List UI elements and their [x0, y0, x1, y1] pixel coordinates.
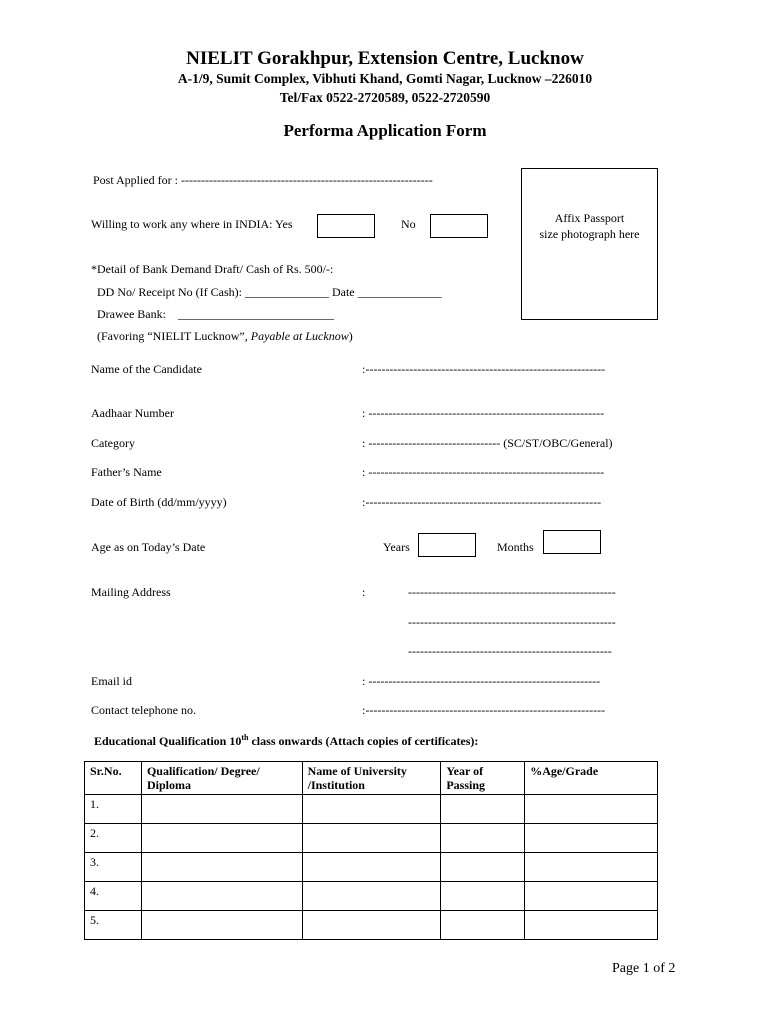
qualification-cell[interactable]: [141, 795, 302, 824]
university-cell[interactable]: [302, 911, 441, 940]
year-cell[interactable]: [441, 911, 525, 940]
education-heading-b: class onwards (Attach copies of certificates):: [248, 734, 479, 748]
qualification-cell[interactable]: [141, 882, 302, 911]
row-number: 3.: [85, 853, 142, 882]
grade-cell[interactable]: [525, 853, 658, 882]
phone-label: Contact telephone no.: [91, 703, 196, 717]
mailing-address-colon: :: [362, 585, 366, 599]
months-box[interactable]: [543, 530, 601, 554]
willing-label: Willing to work any where in INDIA: Yes: [91, 217, 293, 231]
table-header-row: [85, 762, 658, 795]
photo-box[interactable]: [521, 168, 658, 320]
email-label: Email id: [91, 674, 132, 688]
category-label: Category: [91, 436, 135, 450]
name-field[interactable]: :------------------------------------------------------------: [362, 362, 606, 376]
table-row: [85, 795, 658, 824]
post-applied-field[interactable]: Post Applied for : ---------------------------------------------------------------: [93, 173, 433, 187]
table-row: [85, 824, 658, 853]
aadhaar-label: Aadhaar Number: [91, 406, 174, 420]
university-cell[interactable]: [302, 824, 441, 853]
grade-cell[interactable]: [525, 882, 658, 911]
form-title: Performa Application Form: [283, 121, 487, 140]
col-year: Year of Passing: [441, 762, 525, 795]
mailing-address-line3[interactable]: ---------------------------------------------------: [408, 644, 612, 658]
education-heading-sup: th: [241, 733, 249, 742]
grade-cell[interactable]: [525, 911, 658, 940]
grade-cell[interactable]: [525, 795, 658, 824]
category-field[interactable]: : --------------------------------- (SC/ST/OBC/General): [362, 436, 613, 450]
father-name-label: Father’s Name: [91, 465, 162, 479]
email-field[interactable]: : ----------------------------------------------------------: [362, 674, 601, 688]
mailing-address-label: Mailing Address: [91, 585, 171, 599]
qualification-cell[interactable]: [141, 911, 302, 940]
willing-yes-box[interactable]: [317, 214, 375, 238]
qualification-cell[interactable]: [141, 853, 302, 882]
age-label: Age as on Today’s Date: [91, 540, 206, 554]
photo-box-line2: size photograph here: [539, 227, 640, 241]
col-sr-no: Sr.No.: [85, 762, 142, 795]
willing-no-label: No: [401, 217, 416, 231]
mailing-address-line2[interactable]: ----------------------------------------------------: [408, 615, 616, 629]
mailing-address-line1[interactable]: ----------------------------------------------------: [408, 585, 616, 599]
education-table: [84, 761, 658, 940]
aadhaar-field[interactable]: : -----------------------------------------------------------: [362, 406, 605, 420]
row-number: 4.: [85, 882, 142, 911]
years-box[interactable]: [418, 533, 476, 557]
year-cell[interactable]: [441, 882, 525, 911]
org-contact: Tel/Fax 0522-2720589, 0522-2720590: [279, 90, 491, 105]
months-label: Months: [497, 540, 534, 554]
row-number: 5.: [85, 911, 142, 940]
year-cell[interactable]: [441, 853, 525, 882]
father-name-field[interactable]: : -----------------------------------------------------------: [362, 465, 605, 479]
dob-field[interactable]: :-----------------------------------------------------------: [362, 495, 602, 509]
org-title: NIELIT Gorakhpur, Extension Centre, Lucknow: [186, 48, 584, 69]
favoring-part-b: Payable at Lucknow: [250, 329, 349, 343]
years-label: Years: [383, 540, 410, 554]
favoring-part-a: (Favoring “NIELIT Lucknow”,: [97, 329, 251, 343]
page-number: Page 1 of 2: [612, 961, 676, 976]
phone-field[interactable]: :------------------------------------------------------------: [362, 703, 606, 717]
favoring-note: [97, 329, 353, 344]
photo-box-line1: Affix Passport: [554, 211, 625, 225]
education-heading: [94, 733, 478, 749]
col-qualification: Qualification/ Degree/ Diploma: [141, 762, 302, 795]
name-label: Name of the Candidate: [91, 362, 202, 376]
table-row: [85, 853, 658, 882]
row-number: 2.: [85, 824, 142, 853]
qualification-cell[interactable]: [141, 824, 302, 853]
org-address: A-1/9, Sumit Complex, Vibhuti Khand, Gomti Nagar, Lucknow –226010: [177, 71, 593, 86]
education-heading-a: Educational Qualification 10: [94, 734, 242, 748]
dd-no-field[interactable]: DD No/ Receipt No (If Cash): ______________ Date ______________: [97, 285, 442, 299]
year-cell[interactable]: [441, 795, 525, 824]
bank-detail-label: *Detail of Bank Demand Draft/ Cash of Rs. 500/-:: [91, 262, 334, 276]
table-row: [85, 911, 658, 940]
university-cell[interactable]: [302, 853, 441, 882]
university-cell[interactable]: [302, 795, 441, 824]
university-cell[interactable]: [302, 882, 441, 911]
dob-label: Date of Birth (dd/mm/yyyy): [91, 495, 227, 509]
col-grade: %Age/Grade: [525, 762, 658, 795]
col-university: Name of University /Institution: [302, 762, 441, 795]
row-number: 1.: [85, 795, 142, 824]
table-row: [85, 882, 658, 911]
grade-cell[interactable]: [525, 824, 658, 853]
drawee-bank-field[interactable]: Drawee Bank: __________________________: [97, 307, 334, 321]
willing-no-box[interactable]: [430, 214, 488, 238]
favoring-part-c: ): [348, 329, 353, 343]
year-cell[interactable]: [441, 824, 525, 853]
